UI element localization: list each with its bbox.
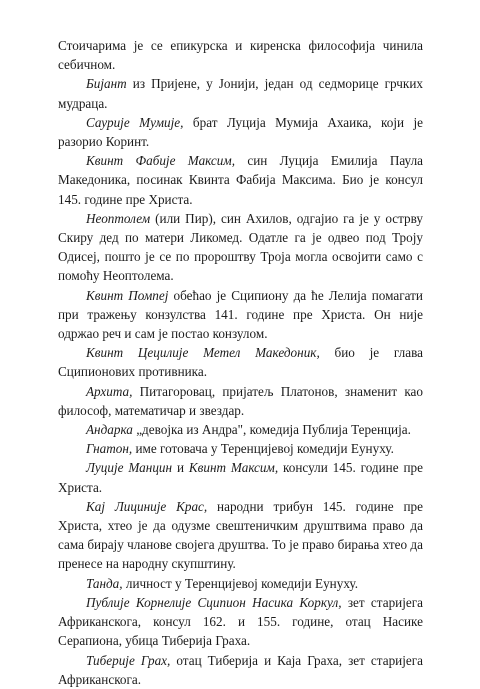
entry-text: зет старијега Африканскога, консул 162. и 155. године, отац Насике Серапиона, убица Тиберија Граха.: [58, 594, 423, 649]
entry-name: Квинт Помпеј: [86, 287, 169, 303]
entry-text: име готовача у Теренцијевој комедији Еунуху.: [132, 441, 394, 457]
entry-text: народни трибун 145. године пре Христа, хтео је да одузме свештеничким друштвима право да сама бирају чланове својега друштва. То је право бирања хтео да пренесе на народну скупштину.: [58, 498, 423, 572]
entry-tiberius-gracchus: [58, 651, 423, 689]
entry-quintus-fabius-maximus: [58, 151, 423, 209]
entry-name: Танда,: [86, 575, 123, 591]
entry-name: Бијант: [86, 76, 127, 92]
entry-name: Гнатон,: [86, 441, 133, 457]
entry-text: „девојка из Андра", комедија Публија Теренција.: [132, 422, 411, 438]
entry-text: био је глава Сципионових противника.: [58, 345, 423, 380]
entry-scipio-nasica-corculum: [58, 593, 423, 651]
entry-text: (или Пир), син Ахилов, одгајио га је у острву Скиру дед по матери Ликомед. Одатле га је одвео под Троју Одисеj, пошто је се по пророштву Троја могла освојити само с помоћу Неоптолема.: [58, 210, 423, 284]
entry-name: Архита,: [86, 383, 133, 399]
entry-name: Кај Лициније Крас,: [86, 498, 208, 514]
document-page: [58, 36, 423, 689]
entry-name: Неоптолем: [86, 210, 151, 226]
entry-gnatho: [58, 439, 423, 458]
entry-text: и: [172, 460, 189, 476]
entry-name-second: Квинт Максим,: [188, 460, 279, 476]
entry-text-second: консули 145. године пре Христа.: [58, 460, 423, 495]
entry-gaius-licinius-crassus: [58, 497, 423, 574]
entry-name: Квинт Цецилије Метел Македоник,: [86, 345, 320, 361]
entry-text: личност у Теренцијевој комедији Еунуху.: [122, 575, 358, 591]
entry-text: обећао је Сципиону да ће Лелија помагати при тражењу конзулства 141. године пре Христа. Он није одржао реч и сам је постао конзулом.: [58, 287, 423, 342]
entry-archytas: [58, 382, 423, 420]
entry-text: отац Тиберија и Каја Граха, зет старијега Африканскога.: [58, 652, 423, 687]
entry-text: син Луција Емилија Паула Македоника, посинак Квинта Фабија Максима. Био је консул 145. године пре Христа.: [58, 153, 423, 207]
entry-thais: [58, 574, 423, 593]
entry-bias: [58, 74, 423, 112]
entry-name: Тиберије Грах,: [86, 652, 171, 668]
entry-text: из Приjене, у Jонији, један од седморице грчких мудраца.: [58, 76, 423, 111]
entry-name: Андарка: [86, 422, 133, 438]
entry-name: Квинт Фабије Максим,: [86, 153, 236, 169]
entry-text: Питагоровац, пријатељ Платонов, знаменит као философ, математичар и звездар.: [58, 383, 423, 418]
entry-name: Луције Манцин: [86, 460, 173, 476]
entry-name: Публије Корнелије Сципион Насика Коркул,: [86, 594, 342, 610]
entry-quintus-pompeius: [58, 286, 423, 344]
entry-saurius-mummius: [58, 113, 423, 151]
entry-andria: [58, 420, 423, 439]
entry-metellus-macedonicus: [58, 343, 423, 381]
entry-mancinus-maximus: [58, 458, 423, 496]
entry-neoptolemus: [58, 209, 423, 286]
entry-text: Стоичарима је се епикурска и киренска философија чинила себичном.: [58, 38, 423, 73]
entry-name: Саурије Мумије,: [86, 114, 184, 130]
entry-text: брат Луциja Мумија Ахаика, који је разорио Коринт.: [58, 114, 424, 150]
entry-epicurean-philosophy: [58, 36, 423, 74]
